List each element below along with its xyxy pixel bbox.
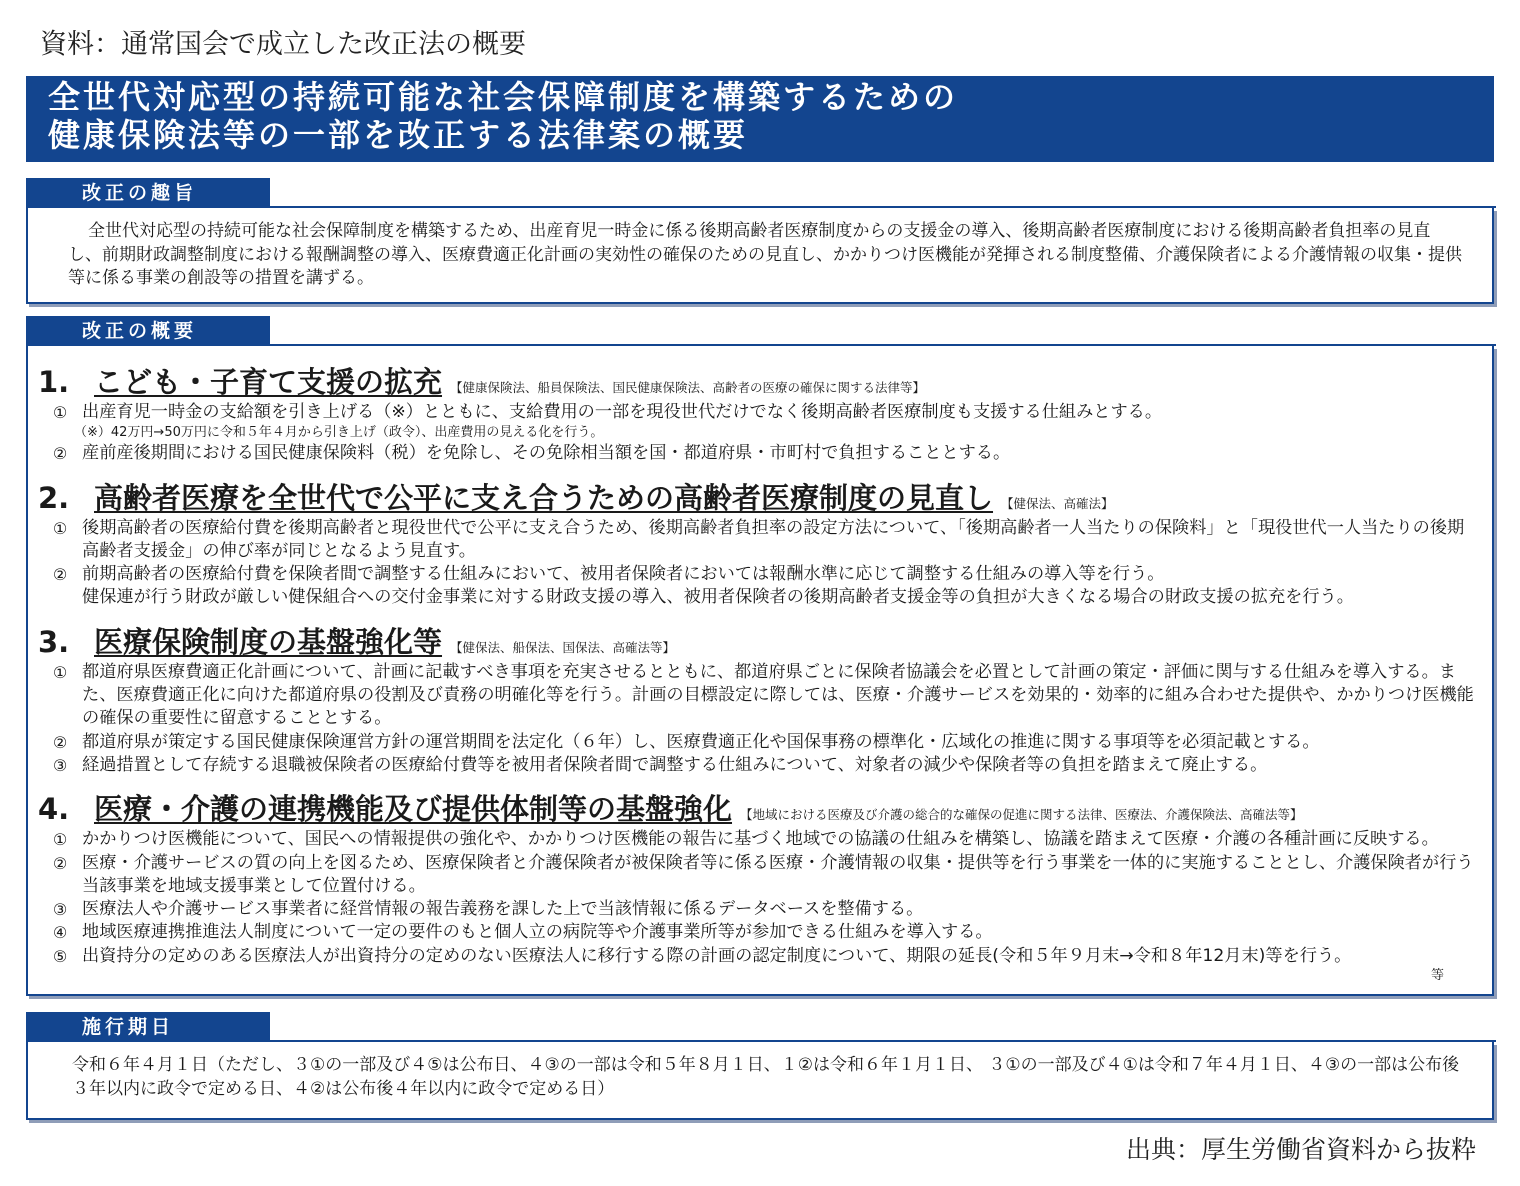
item-number: 3. <box>38 624 70 659</box>
item-text: 都道府県医療費適正化計画について、計画に記載すべき事項を充実させるとともに、都道府県ごとに保険者協議会を必置として計画の策定・評価に関与する仕組みを導入する。また、医療費適正化に向けた都道府県の役割及び責務の明確化等を行う。計画の目標設定に際しては、医療・介護サービスを効果的・効率的に組み合わせた提供や、かかりつけ医機能の確保の重要性に留意することとする。 <box>82 661 1474 729</box>
item-number: 1. <box>38 365 70 399</box>
outline-box <box>26 346 1494 996</box>
item-text: 都道府県が策定する国民健康保険運営方針の運営期間を法定化（６年）し、医療費適正化や国保事務の標準化・広域化の推進に関する事項等を必須記載とする。 <box>82 731 1320 752</box>
item-marker: ③ <box>52 755 68 775</box>
list-item <box>38 852 1478 899</box>
list-item <box>38 401 1478 424</box>
item-text: 医療・介護サービスの質の向上を図るため、医療保険者と介護保険者が被保険者等に係る医療・介護情報の収集・提供等を行う事業を一体的に実施することとし、介護保険者が行う当該事業を地域支援事業として位置付ける。 <box>82 852 1474 896</box>
document-caption: 資料：通常国会で成立した改正法の概要 <box>40 29 526 60</box>
banner-title-line-2: 健康保険法等の一部を改正する法律案の概要 <box>48 116 749 154</box>
item-heading <box>38 476 1478 517</box>
title-banner <box>26 76 1494 162</box>
list-item <box>38 945 1478 968</box>
item-marker: ① <box>52 518 68 538</box>
item-title: 高齢者医療を全世代で公平に支え合うための高齢者医療制度の見直し <box>94 480 994 515</box>
effective-date-text: 令和６年４月１日（ただし、３①の一部及び４⑤は公布日、４③の一部は令和５年８月１日、１②は令和６年１月１日、 ３①の一部及び４①は令和７年４月１日、４③の一部は公布後３年以内に政令で定める日、４②は公布後４年以内に政令で定める日） <box>72 1055 1460 1099</box>
list-item <box>38 731 1478 754</box>
list-item <box>38 828 1478 851</box>
item-heading <box>38 360 1478 401</box>
item-number: 4. <box>38 792 70 827</box>
item-laws: 【健康保険法、船員保険法、国民健康保険法、高齢者の医療の確保に関する法律等】 <box>450 380 926 395</box>
item-text: 前期高齢者の医療給付費を保険者間で調整する仕組みにおいて、被用者保険者においては報酬水準に応じて調整する仕組みの導入等を行う。 健保連が行う財政が厳しい健保組合への交付金事業に対する財政支援の導入、被用者保険者の後期高齢者支援金等の負担が大きくなる場合の財政支援の拡充を行う。 <box>82 564 1354 608</box>
item-title: 医療・介護の連携機能及び提供体制等の基盤強化 <box>94 792 733 827</box>
list-item <box>38 661 1478 731</box>
effective-date-box <box>26 1042 1494 1120</box>
item-marker: ① <box>52 403 68 422</box>
item-note: （※）42万円→50万円に令和５年４月から引き上げ（政令）、出産費用の見える化を行う。 <box>74 425 604 441</box>
section-label-gist: 改正の趣旨 <box>26 178 270 208</box>
list-item <box>38 563 1478 610</box>
list-item <box>38 921 1478 944</box>
list-item <box>38 517 1478 564</box>
item-marker: ② <box>52 853 68 873</box>
gist-box <box>26 208 1494 304</box>
item-text: 出資持分の定めのある医療法人が出資持分の定めのない医療法人に移行する際の計画の認定制度について、期限の延長(令和５年９月末→令和８年12月末)等を行う。 <box>82 945 1352 966</box>
item-marker: ② <box>52 732 68 752</box>
item-text: かかりつけ医機能について、国民への情報提供の強化や、かかりつけ医機能の報告に基づく地域での協議の仕組みを構築し、協議を踏まえて医療・介護の各種計画に反映する。 <box>82 829 1439 850</box>
item-marker: ② <box>52 444 68 464</box>
section-label-outline: 改正の概要 <box>26 316 270 346</box>
item-marker: ② <box>52 565 68 585</box>
item-text: 地域医療連携推進法人制度について一定の要件のもと個人立の病院等や介護事業所等が参加できる仕組みを導入する。 <box>82 922 993 943</box>
item-heading <box>38 620 1478 661</box>
gist-text: 全世代対応型の持続可能な社会保障制度を構築するため、出産育児一時金に係る後期高齢者医療制度からの支援金の導入、後期高齢者医療制度における後期高齢者負担率の見直し、前期財政調整制度における報酬調整の導入、医療費適正化計画の実効性の確保のための見直し、かかりつけ医機能が発揮される制度整備、介護保険者による介護情報の収集・提供等に係る事業の創設等の措置を講ずる。 <box>68 221 1462 288</box>
list-item <box>38 442 1478 465</box>
item-laws: 【健保法、高確法】 <box>1001 495 1114 511</box>
item-text: 後期高齢者の医療給付費を後期高齢者と現役世代で公平に支え合うため、後期高齢者負担率の設定方法について、「後期高齢者一人当たりの保険料」と「現役世代一人当たりの後期高齢者支援金」の伸び率が同じとなるよう見直す。 <box>82 517 1465 561</box>
item-heading <box>38 787 1478 828</box>
section-label-effective-date: 施行期日 <box>26 1012 270 1042</box>
item-title: こども・子育て支援の拡充 <box>94 365 443 399</box>
item-text: 医療法人や介護サービス事業者に経営情報の報告義務を課した上で当該情報に係るデータベースを整備する。 <box>82 899 924 920</box>
item-marker: ③ <box>52 900 68 920</box>
item-laws: 【地域における医療及び介護の総合的な確保の促進に関する法律、医療法、介護保険法、高確法等】 <box>740 807 1303 823</box>
item-marker: ④ <box>52 923 68 943</box>
item-marker: ⑤ <box>52 946 68 966</box>
item-text: 経過措置として存続する退職被保険者の医療給付費等を被用者保険者間で調整する仕組みについて、対象者の減少や保険者等の負担を踏まえて廃止する。 <box>82 754 1268 775</box>
item-number: 2. <box>38 480 70 515</box>
banner-title-line-1: 全世代対応型の持続可能な社会保障制度を構築するための <box>48 78 959 116</box>
item-text: 産前産後期間における国民健康保険料（税）を免除し、その免除相当額を国・都道府県・市町村で負担することとする。 <box>82 443 1011 464</box>
item-marker: ① <box>52 830 68 850</box>
item-laws: 【健保法、船保法、国保法、高確法等】 <box>450 639 676 655</box>
source-caption: 出典：厚生労働省資料から抜粋 <box>1125 1135 1476 1164</box>
list-item <box>38 898 1478 921</box>
list-item <box>38 754 1478 777</box>
item-title: 医療保険制度の基盤強化等 <box>94 624 443 659</box>
etc-mark: 等 <box>1430 968 1444 984</box>
item-text: 出産育児一時金の支給額を引き上げる（※）とともに、支給費用の一部を現役世代だけでなく後期高齢者医療制度も支援する仕組みとする。 <box>82 402 1163 422</box>
item-marker: ① <box>52 662 68 682</box>
